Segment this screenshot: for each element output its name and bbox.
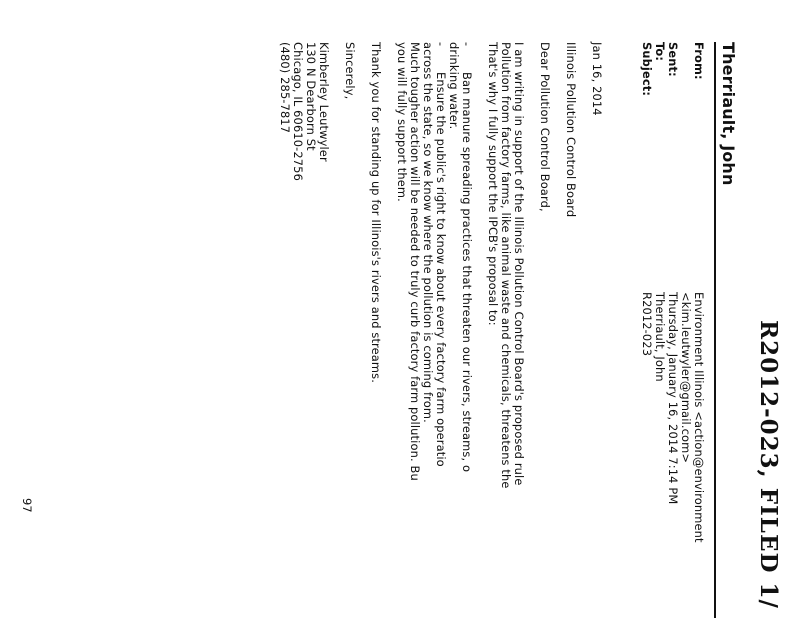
filing-stamp: R2012-023, FILED 1/ [755, 320, 782, 609]
bullet-2-marker: - [434, 42, 448, 47]
bullet-1-marker: - [460, 42, 474, 47]
sent-value: Thursday, January 16, 2014 7:14 PM [666, 292, 680, 505]
header-rule [715, 42, 717, 618]
sent-label: Sent: [666, 42, 680, 77]
from-label: From: [692, 42, 706, 80]
signature-name: Kimberley Leutwyler [317, 42, 331, 162]
signature-street: 130 N Dearborn St [304, 42, 318, 151]
to-label: To: [653, 42, 667, 62]
bullet-1-line-2: drinking water. [447, 42, 461, 130]
sender-name: Therriault, John [719, 42, 738, 186]
signature-city: Chicago, IL 60610-2756 [291, 42, 305, 181]
salutation: Dear Pollution Control Board, [538, 42, 552, 212]
bullet-2-line-1: Ensure the public's right to know about every factory farm operatio [434, 72, 448, 467]
paragraph-1-line-1: I am writing in support of the Illinois Pollution Control Board's proposed rule [512, 42, 526, 486]
page-number: 97 [20, 498, 34, 513]
letter-date: Jan 16, 2014 [590, 42, 604, 116]
bullet-2-line-2: across the state, so we know where the pollution is coming from. [421, 42, 435, 423]
subject-label: Subject: [640, 42, 654, 97]
signature-phone: (480) 285-7817 [278, 42, 292, 134]
from-email: <kim.leutwyler@gmail.com> [679, 292, 693, 464]
closing: Sincerely, [343, 42, 357, 100]
paragraph-2-line-1: Much tougher action will be needed to truly curb factory farm pollution. Bu [408, 42, 422, 481]
paragraph-1-line-3: That's why I fully support the IPCB's proposal to: [486, 42, 500, 326]
paragraph-2-line-2: you will fully support them. [395, 42, 409, 202]
bullet-1-line-1: Ban manure spreading practices that threaten our rivers, streams, o [460, 72, 474, 473]
subject-value: R2012-023 [640, 292, 654, 357]
email-header [630, 42, 706, 602]
from-value: Environment Illinois <action@environment [692, 292, 706, 543]
to-value: Therriault, John [653, 292, 667, 382]
paragraph-3: Thank you for standing up for Illinois's rivers and streams. [369, 42, 383, 384]
addressee: Illinois Pollution Control Board [564, 42, 578, 218]
paragraph-1-line-2: Pollution from factory farms, like animal waste and chemicals, threatens the [499, 42, 513, 489]
